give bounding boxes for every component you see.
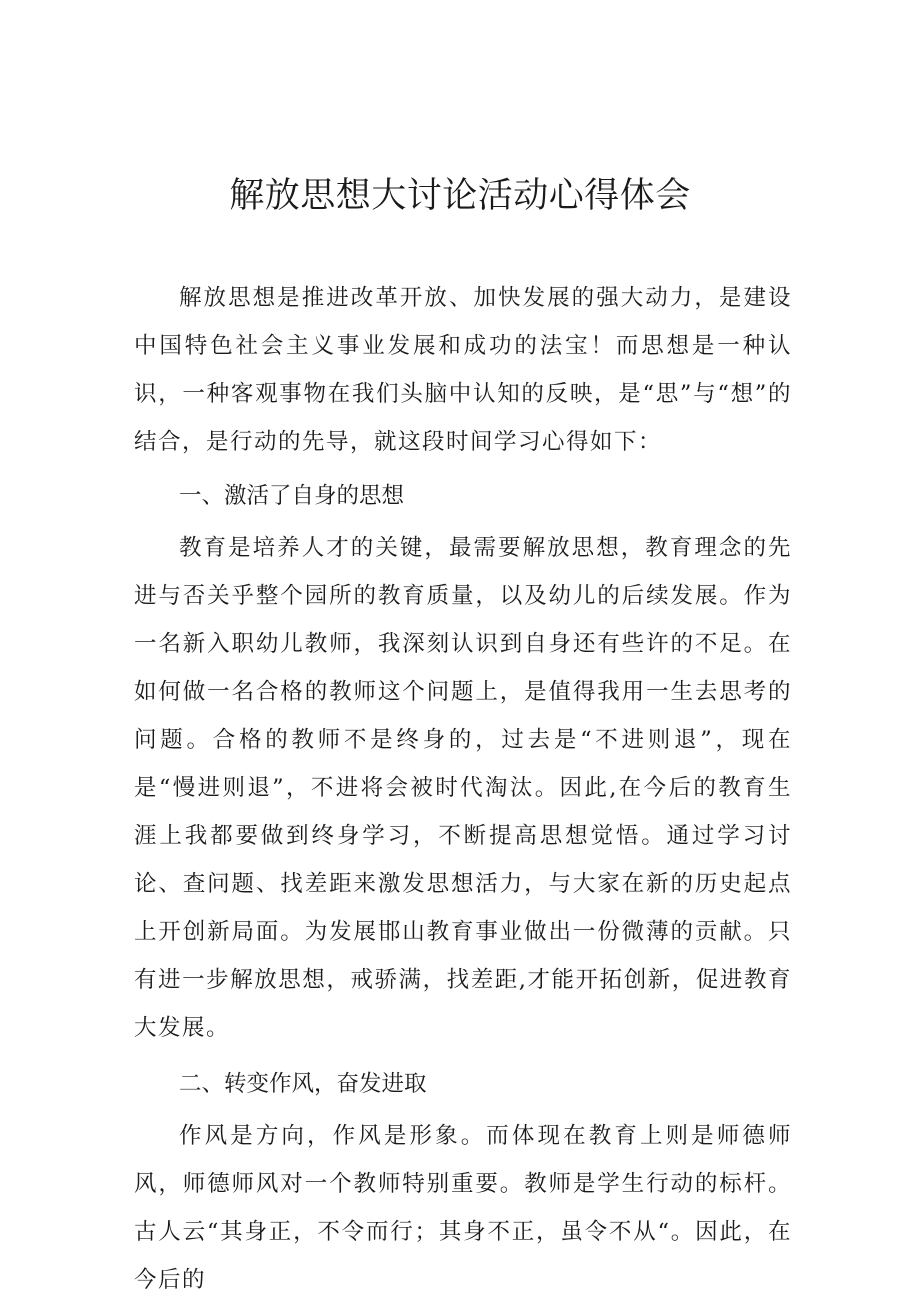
section-1-heading: 一、激活了自身的思想 [179,483,405,509]
document-title: 解放思想大讨论活动心得体会 [229,176,691,216]
intro-paragraph: 解放思想是推进改革开放、加快发展的强大动力，是建设中国特色社会主义事业发展和成功的法宝！而思想是一种认识，一种客观事物在我们头脑中认知的反映，是“思”与“想”的结合，是行动的先导，就这段时间学习心得如下： [134,285,792,455]
section-2-heading: 二、转变作风，奋发进取 [179,1071,427,1097]
section-2-paragraph: 作风是方向，作风是形象。而体现在教育上则是师德师风，师德师风对一个教师特别重要。教师是学生行动的标杆。古人云“其身正，不令而行；其身不正，虽令不从“。因此，在今后的 [134,1123,792,1293]
document-body [134,274,792,1304]
section-1-paragraph: 教育是培养人才的关键，最需要解放思想，教育理念的先进与否关乎整个园所的教育质量，以及幼儿的后续发展。作为一名新入职幼儿教师，我深刻认识到自身还有些许的不足。在如何做一名合格的教师这个问题上，是值得我用一生去思考的问题。合格的教师不是终身的，过去是“不进则退”，现在是“慢进则退”，不进将会被时代淘汰。因此,在今后的教育生涯上我都要做到终身学习，不断提高思想觉悟。通过学习讨论、查问题、找差距来激发思想活力，与大家在新的历史起点上开创新局面。为发展邯山教育事业做出一份微薄的贡献。只有进一步解放思想，戒骄满，找差距,才能开拓创新，促进教育大发展。 [134,535,792,1041]
